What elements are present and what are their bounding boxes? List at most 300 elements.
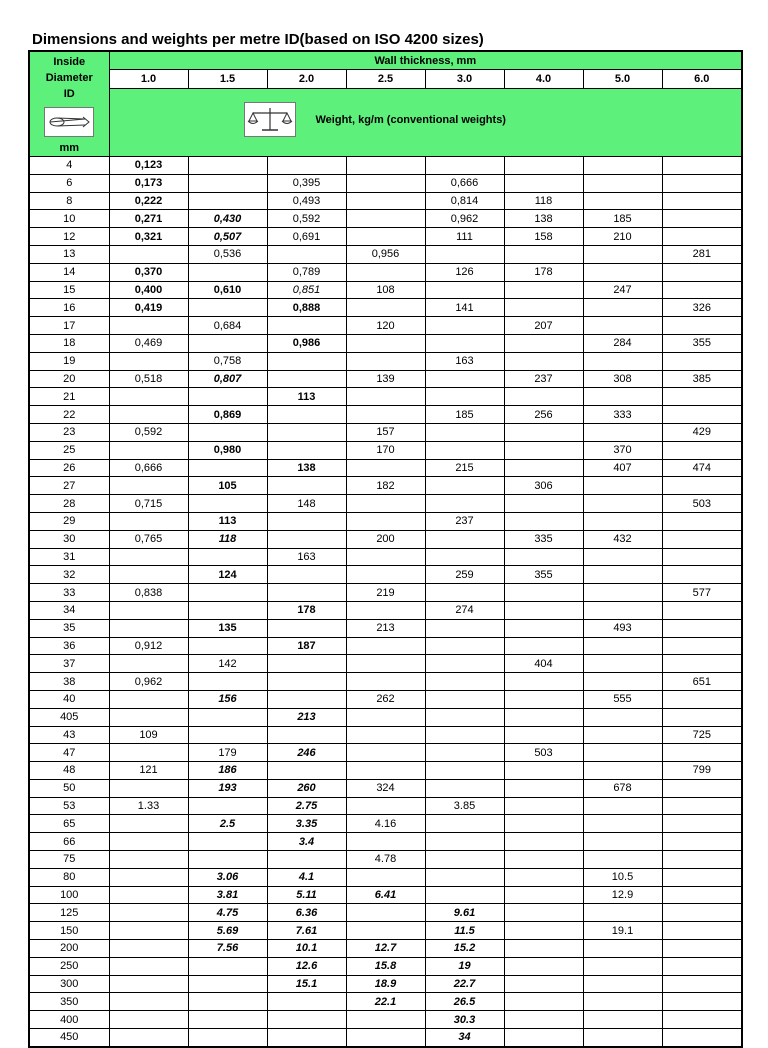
weight-cell <box>662 904 742 922</box>
weight-cell: 170 <box>346 441 425 459</box>
weight-cell <box>188 334 267 352</box>
weight-cell: 22.1 <box>346 993 425 1011</box>
table-row <box>29 477 742 495</box>
weight-cell <box>346 797 425 815</box>
weight-cell <box>504 922 583 940</box>
weight-cell: 0,765 <box>109 530 188 548</box>
weight-cell: 109 <box>109 726 188 744</box>
weight-cell <box>504 601 583 619</box>
thickness-header-cell: 5.0 <box>583 70 662 89</box>
weight-cell <box>346 868 425 886</box>
weight-cell: 193 <box>188 779 267 797</box>
weight-cell: 0,271 <box>109 210 188 228</box>
weight-cell <box>346 601 425 619</box>
weight-cell <box>109 601 188 619</box>
weight-cell <box>504 157 583 175</box>
weight-cell <box>188 299 267 317</box>
weight-cell <box>109 619 188 637</box>
table-row <box>29 993 742 1011</box>
weight-cell: 0,493 <box>267 192 346 210</box>
weight-cell <box>662 708 742 726</box>
weight-cell: 7.61 <box>267 922 346 940</box>
weight-cell <box>504 637 583 655</box>
weight-cell <box>346 726 425 744</box>
weight-cell <box>662 744 742 762</box>
weight-cell: 0,321 <box>109 228 188 246</box>
weight-cell: 0,592 <box>109 423 188 441</box>
weight-cell <box>425 548 504 566</box>
weight-cell <box>109 993 188 1011</box>
weight-cell <box>188 388 267 406</box>
weight-cell <box>583 548 662 566</box>
weight-cell <box>346 157 425 175</box>
weight-cell <box>346 655 425 673</box>
weight-cell <box>504 281 583 299</box>
weight-cell <box>109 655 188 673</box>
weight-cell <box>109 904 188 922</box>
weight-cell: 12.7 <box>346 940 425 958</box>
weight-cell: 262 <box>346 690 425 708</box>
weight-cell <box>583 317 662 335</box>
weight-cell <box>504 352 583 370</box>
weight-cell: 474 <box>662 459 742 477</box>
inside-diameter-cell: 200 <box>29 940 109 958</box>
weight-cell: 0,962 <box>109 673 188 691</box>
weight-cell: 156 <box>188 690 267 708</box>
weight-cell: 9.61 <box>425 904 504 922</box>
weight-cell <box>504 174 583 192</box>
weight-cell <box>425 762 504 780</box>
thickness-header-cell: 1.5 <box>188 70 267 89</box>
weight-cell: 12.6 <box>267 957 346 975</box>
weight-cell: 0,789 <box>267 263 346 281</box>
inside-diameter-cell: 15 <box>29 281 109 299</box>
weight-cell <box>425 317 504 335</box>
inside-diameter-cell: 21 <box>29 388 109 406</box>
weight-cell <box>267 655 346 673</box>
weight-cell: 308 <box>583 370 662 388</box>
weight-cell <box>583 673 662 691</box>
table-row <box>29 637 742 655</box>
weight-cell <box>267 619 346 637</box>
weight-cell: 0,592 <box>267 210 346 228</box>
weight-cell <box>425 441 504 459</box>
weight-cell: 138 <box>267 459 346 477</box>
inside-diameter-cell: 405 <box>29 708 109 726</box>
weight-cell <box>188 726 267 744</box>
weight-cell: 0,395 <box>267 174 346 192</box>
inside-diameter-cell: 100 <box>29 886 109 904</box>
weight-cell <box>662 779 742 797</box>
inside-diameter-cell: 34 <box>29 601 109 619</box>
weight-cell <box>583 495 662 513</box>
weight-cell <box>346 263 425 281</box>
weight-cell <box>583 584 662 602</box>
table-row <box>29 423 742 441</box>
inside-diameter-cell: 65 <box>29 815 109 833</box>
weight-cell <box>504 975 583 993</box>
inside-diameter-cell: 16 <box>29 299 109 317</box>
weight-cell: 503 <box>504 744 583 762</box>
weight-cell <box>109 317 188 335</box>
thickness-header-cell: 1.0 <box>109 70 188 89</box>
weight-cell <box>583 477 662 495</box>
weight-cell: 22.7 <box>425 975 504 993</box>
weight-cell <box>662 797 742 815</box>
weight-cell: 10.1 <box>267 940 346 958</box>
weight-cell <box>504 797 583 815</box>
weight-cell <box>188 833 267 851</box>
weight-cell <box>662 886 742 904</box>
weight-cell <box>504 904 583 922</box>
weight-cell: 182 <box>346 477 425 495</box>
weight-cell: 135 <box>188 619 267 637</box>
table-row <box>29 317 742 335</box>
weight-cell <box>267 993 346 1011</box>
weight-cell <box>188 548 267 566</box>
weight-cell <box>662 1029 742 1047</box>
table-row <box>29 975 742 993</box>
weight-cell: 0,691 <box>267 228 346 246</box>
weight-cell: 333 <box>583 406 662 424</box>
inside-diameter-cell: 53 <box>29 797 109 815</box>
weight-cell <box>504 815 583 833</box>
weight-cell: 111 <box>425 228 504 246</box>
inside-diameter-cell: 80 <box>29 868 109 886</box>
weight-cell <box>346 406 425 424</box>
table-row <box>29 174 742 192</box>
weight-cell <box>346 673 425 691</box>
weight-cell: 651 <box>662 673 742 691</box>
weight-cell: 0,370 <box>109 263 188 281</box>
weight-cell: 118 <box>188 530 267 548</box>
weight-cell: 15.2 <box>425 940 504 958</box>
weight-cell: 11.5 <box>425 922 504 940</box>
weight-cell: 142 <box>188 655 267 673</box>
weight-cell: 577 <box>662 584 742 602</box>
weight-cell <box>109 868 188 886</box>
weight-cell <box>662 940 742 958</box>
weight-cell: 0,956 <box>346 245 425 263</box>
weight-cell <box>109 406 188 424</box>
weight-cell <box>109 708 188 726</box>
inside-diameter-cell: 20 <box>29 370 109 388</box>
weight-cell <box>267 352 346 370</box>
weight-cell <box>188 263 267 281</box>
weight-cell <box>583 957 662 975</box>
weight-cell <box>267 530 346 548</box>
table-row <box>29 619 742 637</box>
weight-cell <box>504 1029 583 1047</box>
weight-cell <box>109 922 188 940</box>
table-row <box>29 886 742 904</box>
weight-cell <box>583 655 662 673</box>
inside-diameter-cell: 66 <box>29 833 109 851</box>
weight-cell: 5.69 <box>188 922 267 940</box>
weight-cell: 26.5 <box>425 993 504 1011</box>
weight-cell: 5.11 <box>267 886 346 904</box>
weight-cell <box>188 851 267 869</box>
weight-cell: 247 <box>583 281 662 299</box>
weight-cell <box>583 601 662 619</box>
weight-cell <box>504 708 583 726</box>
weight-cell: 0,469 <box>109 334 188 352</box>
weight-cell <box>425 477 504 495</box>
weight-cell: 163 <box>425 352 504 370</box>
weight-cell <box>109 957 188 975</box>
weight-cell <box>346 762 425 780</box>
weight-cell <box>504 690 583 708</box>
weight-cell: 799 <box>662 762 742 780</box>
weight-cell <box>346 228 425 246</box>
weight-cell: 10.5 <box>583 868 662 886</box>
weight-cell <box>504 495 583 513</box>
weight-cell <box>267 726 346 744</box>
weight-cell <box>109 245 188 263</box>
weight-cell <box>425 726 504 744</box>
weight-cell: 30.3 <box>425 1011 504 1029</box>
weight-cell <box>188 601 267 619</box>
thickness-header-cell: 4.0 <box>504 70 583 89</box>
weight-cell <box>346 922 425 940</box>
inside-diameter-cell: 18 <box>29 334 109 352</box>
weight-cell <box>425 388 504 406</box>
table-row <box>29 957 742 975</box>
weight-cell: 18.9 <box>346 975 425 993</box>
table-row <box>29 459 742 477</box>
weight-cell: 141 <box>425 299 504 317</box>
weight-cell: 0,666 <box>109 459 188 477</box>
inside-diameter-cell: 32 <box>29 566 109 584</box>
weight-cell <box>188 708 267 726</box>
weight-cell: 237 <box>425 512 504 530</box>
weight-cell: 0,610 <box>188 281 267 299</box>
weight-cell: 0,536 <box>188 245 267 263</box>
weight-cell <box>504 245 583 263</box>
weight-cell: 725 <box>662 726 742 744</box>
weight-cell <box>662 192 742 210</box>
weight-cell <box>109 886 188 904</box>
weight-cell <box>662 655 742 673</box>
weight-cell <box>425 584 504 602</box>
weight-cell <box>504 868 583 886</box>
inside-diameter-cell: 14 <box>29 263 109 281</box>
inside-diameter-cell: 300 <box>29 975 109 993</box>
table-row <box>29 833 742 851</box>
weight-cell <box>425 423 504 441</box>
inside-diameter-cell: 10 <box>29 210 109 228</box>
inside-diameter-cell: 400 <box>29 1011 109 1029</box>
wall-thickness-header: Wall thickness, mm <box>109 51 742 70</box>
weight-cell <box>425 833 504 851</box>
table-row <box>29 940 742 958</box>
weight-cell: 370 <box>583 441 662 459</box>
weight-cell <box>583 1029 662 1047</box>
table-row <box>29 726 742 744</box>
weight-cell <box>188 673 267 691</box>
weight-cell: 335 <box>504 530 583 548</box>
weight-cell <box>346 299 425 317</box>
weight-cell <box>346 512 425 530</box>
weight-cell <box>583 388 662 406</box>
weight-cell <box>662 228 742 246</box>
weight-cell: 12.9 <box>583 886 662 904</box>
table-row <box>29 708 742 726</box>
weight-cell <box>583 263 662 281</box>
weight-cell: 555 <box>583 690 662 708</box>
table-row <box>29 922 742 940</box>
weight-cell <box>662 174 742 192</box>
weight-cell: 148 <box>267 495 346 513</box>
weight-cell: 158 <box>504 228 583 246</box>
table-row <box>29 388 742 406</box>
weight-cell: 0,666 <box>425 174 504 192</box>
weight-cell <box>346 637 425 655</box>
page-title: Dimensions and weights per metre ID(based on ISO 4200 sizes) <box>32 31 484 48</box>
weight-cell <box>109 548 188 566</box>
weight-cell <box>662 619 742 637</box>
id-header-line2: Diameter <box>45 72 93 84</box>
inside-diameter-cell: 8 <box>29 192 109 210</box>
weight-cell <box>662 975 742 993</box>
weight-cell: 0,986 <box>267 334 346 352</box>
weight-cell: 0,419 <box>109 299 188 317</box>
weight-cell <box>346 548 425 566</box>
weight-cell <box>662 157 742 175</box>
inside-diameter-cell: 350 <box>29 993 109 1011</box>
weight-cell <box>662 637 742 655</box>
weight-cell <box>504 957 583 975</box>
weight-cell <box>346 352 425 370</box>
weight-cell <box>504 886 583 904</box>
weight-cell <box>425 779 504 797</box>
weight-cell: 324 <box>346 779 425 797</box>
weight-cell <box>583 815 662 833</box>
table-row <box>29 744 742 762</box>
weights-table <box>28 50 743 1048</box>
weight-cell: 260 <box>267 779 346 797</box>
weight-cell <box>662 833 742 851</box>
weight-cell: 179 <box>188 744 267 762</box>
table-row <box>29 210 742 228</box>
weight-cell <box>346 495 425 513</box>
weight-cell <box>267 762 346 780</box>
weight-cell: 3.81 <box>188 886 267 904</box>
weight-cell <box>267 370 346 388</box>
weight-cell: 493 <box>583 619 662 637</box>
weight-cell: 0,400 <box>109 281 188 299</box>
weight-cell <box>188 975 267 993</box>
weight-cell <box>662 388 742 406</box>
table-row <box>29 530 742 548</box>
weight-cell: 121 <box>109 762 188 780</box>
weight-cell: 138 <box>504 210 583 228</box>
weight-cell <box>188 797 267 815</box>
weight-cell <box>346 744 425 762</box>
inside-diameter-cell: 27 <box>29 477 109 495</box>
inside-diameter-cell: 31 <box>29 548 109 566</box>
weight-cell: 4.78 <box>346 851 425 869</box>
inside-diameter-cell: 26 <box>29 459 109 477</box>
weight-cell: 0,851 <box>267 281 346 299</box>
weight-cell <box>425 530 504 548</box>
table-row <box>29 352 742 370</box>
weight-cell <box>583 192 662 210</box>
weight-cell <box>583 851 662 869</box>
weight-cell <box>583 940 662 958</box>
weight-cell <box>504 299 583 317</box>
weight-cell <box>662 406 742 424</box>
table-row <box>29 1011 742 1029</box>
inside-diameter-cell: 47 <box>29 744 109 762</box>
weight-cell <box>425 334 504 352</box>
weight-cell <box>662 281 742 299</box>
weight-cell <box>425 708 504 726</box>
inside-diameter-cell: 29 <box>29 512 109 530</box>
weight-cell <box>267 566 346 584</box>
weight-cell: 678 <box>583 779 662 797</box>
weight-cell: 213 <box>267 708 346 726</box>
weight-cell: 34 <box>425 1029 504 1047</box>
weight-cell <box>267 673 346 691</box>
inside-diameter-cell: 4 <box>29 157 109 175</box>
weight-cell: 0,222 <box>109 192 188 210</box>
weight-cell <box>662 477 742 495</box>
weight-cell <box>504 779 583 797</box>
weight-cell <box>425 619 504 637</box>
weight-cell: 281 <box>662 245 742 263</box>
table-row <box>29 690 742 708</box>
weight-cell <box>188 1011 267 1029</box>
weight-cell: 355 <box>504 566 583 584</box>
weight-cell <box>188 993 267 1011</box>
weight-cell: 3.35 <box>267 815 346 833</box>
weight-cell: 113 <box>188 512 267 530</box>
weight-cell: 3.4 <box>267 833 346 851</box>
weight-cell: 163 <box>267 548 346 566</box>
weight-cell: 404 <box>504 655 583 673</box>
weight-cell <box>662 210 742 228</box>
weight-cell: 0,173 <box>109 174 188 192</box>
weight-cell <box>109 744 188 762</box>
weight-cell: 0,888 <box>267 299 346 317</box>
weight-cell: 126 <box>425 263 504 281</box>
weight-cell <box>583 975 662 993</box>
thickness-header-row <box>29 70 742 89</box>
balance-scale-icon <box>244 102 296 137</box>
table-row <box>29 512 742 530</box>
table-row <box>29 245 742 263</box>
weight-cell <box>109 975 188 993</box>
weight-cell <box>504 619 583 637</box>
weight-cell: 219 <box>346 584 425 602</box>
weight-cell <box>346 388 425 406</box>
weight-cell <box>662 957 742 975</box>
weight-cell: 4.16 <box>346 815 425 833</box>
weight-cell <box>583 993 662 1011</box>
weight-cell <box>504 762 583 780</box>
weight-cell <box>109 477 188 495</box>
inside-diameter-cell: 12 <box>29 228 109 246</box>
weight-cell: 207 <box>504 317 583 335</box>
thickness-header-cell: 2.0 <box>267 70 346 89</box>
weight-cell <box>504 441 583 459</box>
weight-cell: 0,962 <box>425 210 504 228</box>
weight-cell: 503 <box>662 495 742 513</box>
table-row <box>29 797 742 815</box>
weight-cell <box>583 637 662 655</box>
weight-cell <box>583 174 662 192</box>
